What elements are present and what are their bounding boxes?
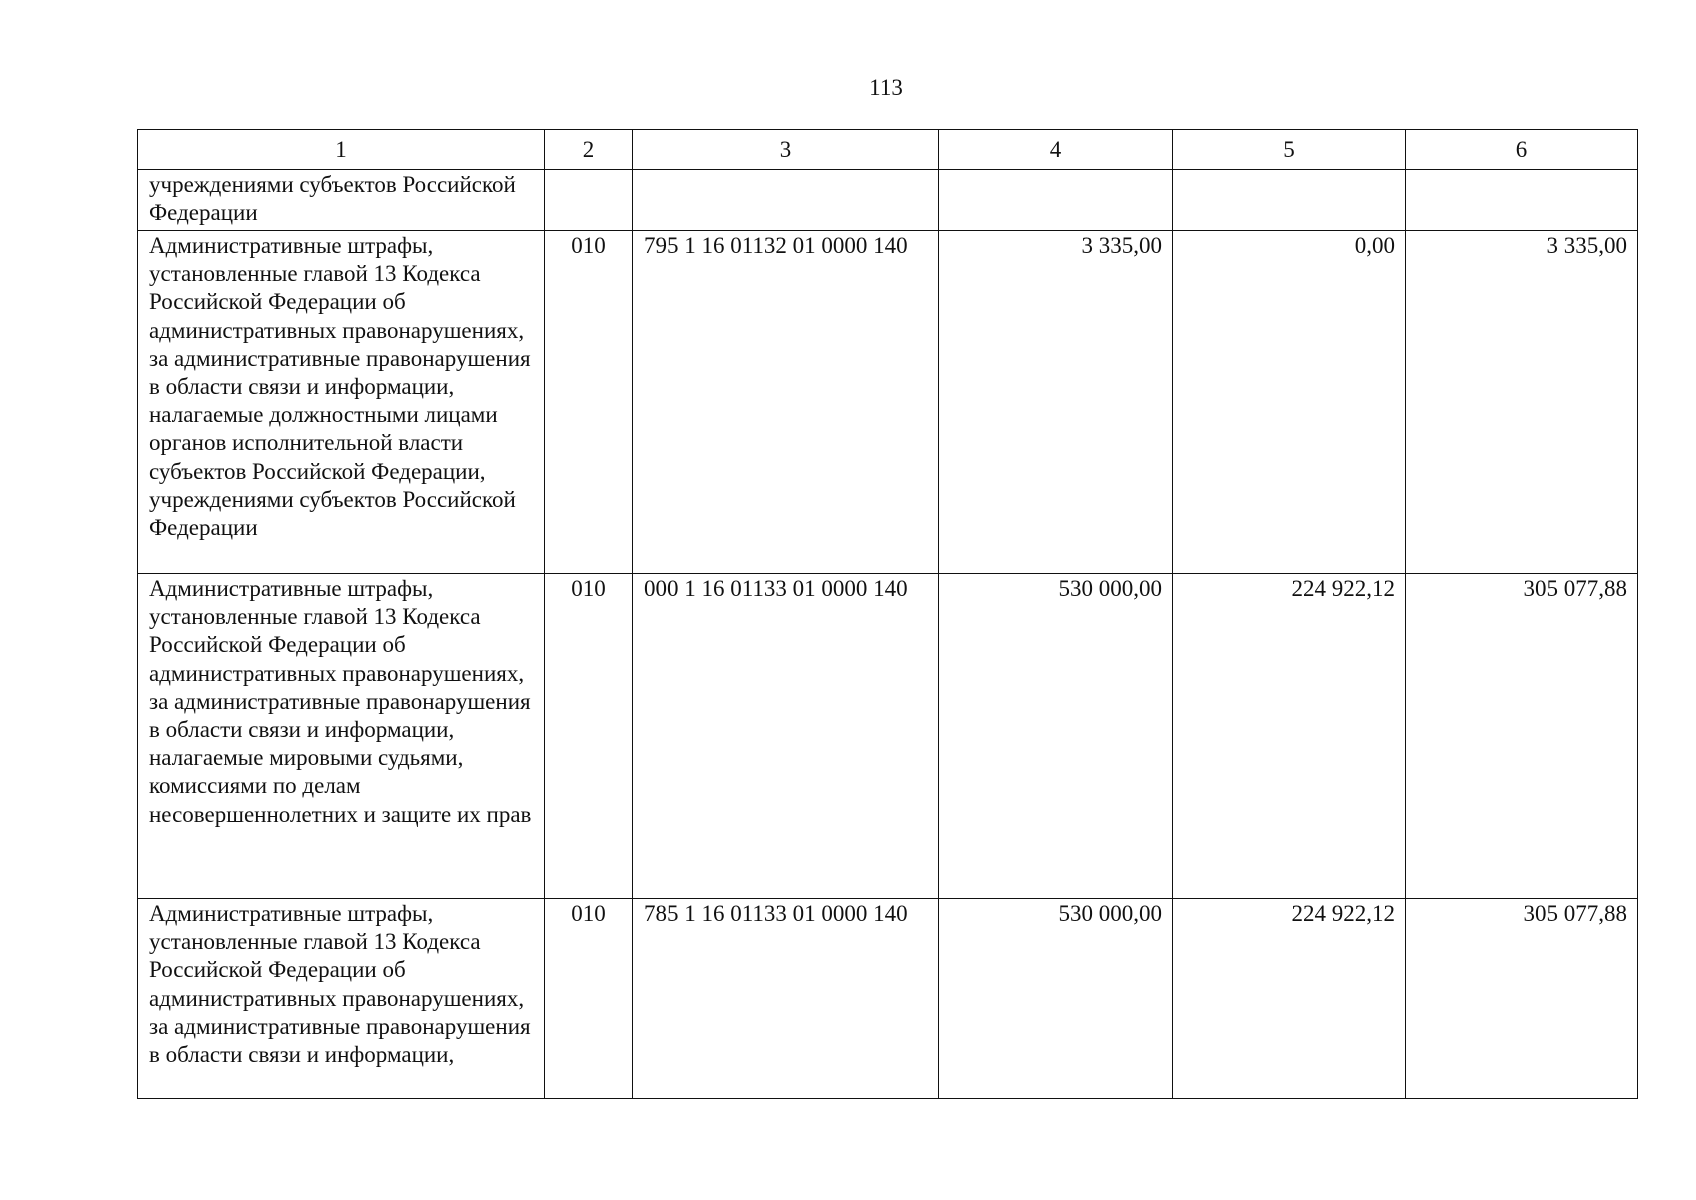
description-cell: учреждениями субъектов Российской Федерации [138, 170, 545, 231]
kbk-cell: 785 1 16 01133 01 0000 140 [633, 899, 939, 1099]
description-cell: Административные штрафы, установленные главой 13 Кодекса Российской Федерации об административных правонарушениях, за административные правонарушения в области связи и информации, [138, 899, 545, 1099]
unexecuted-cell: 305 077,88 [1406, 899, 1638, 1099]
table-row [138, 170, 1638, 231]
column-header-1: 1 [138, 130, 545, 170]
kbk-cell: 000 1 16 01133 01 0000 140 [633, 574, 939, 899]
column-header-6: 6 [1406, 130, 1638, 170]
approved-cell: 530 000,00 [939, 574, 1173, 899]
column-header-4: 4 [939, 130, 1173, 170]
executed-cell: 224 922,12 [1173, 574, 1406, 899]
table-row [138, 574, 1638, 899]
approved-cell: 3 335,00 [939, 231, 1173, 574]
code-cell: 010 [545, 574, 633, 899]
executed-cell: 0,00 [1173, 231, 1406, 574]
budget-table [137, 129, 1638, 1099]
column-header-5: 5 [1173, 130, 1406, 170]
code-cell: 010 [545, 899, 633, 1099]
unexecuted-cell: 305 077,88 [1406, 574, 1638, 899]
executed-cell [1173, 170, 1406, 231]
kbk-cell: 795 1 16 01132 01 0000 140 [633, 231, 939, 574]
approved-cell: 530 000,00 [939, 899, 1173, 1099]
column-header-3: 3 [633, 130, 939, 170]
executed-cell: 224 922,12 [1173, 899, 1406, 1099]
code-cell [545, 170, 633, 231]
kbk-cell [633, 170, 939, 231]
table-row [138, 899, 1638, 1099]
table-row [138, 231, 1638, 574]
unexecuted-cell: 3 335,00 [1406, 231, 1638, 574]
unexecuted-cell [1406, 170, 1638, 231]
description-cell: Административные штрафы, установленные главой 13 Кодекса Российской Федерации об административных правонарушениях, за административные правонарушения в области связи и информации, налагаемые мировыми судьями, комиссиями по делам несовершеннолетних и защите их прав [138, 574, 545, 899]
page-number: 113 [869, 75, 903, 100]
table-header-row [138, 130, 1638, 170]
description-cell: Административные штрафы, установленные главой 13 Кодекса Российской Федерации об административных правонарушениях, за административные правонарушения в области связи и информации, налагаемые должностными лицами органов исполнительной власти субъектов Российской Федерации, учреждениями субъектов Российской Федерации [138, 231, 545, 574]
column-header-2: 2 [545, 130, 633, 170]
code-cell: 010 [545, 231, 633, 574]
approved-cell [939, 170, 1173, 231]
